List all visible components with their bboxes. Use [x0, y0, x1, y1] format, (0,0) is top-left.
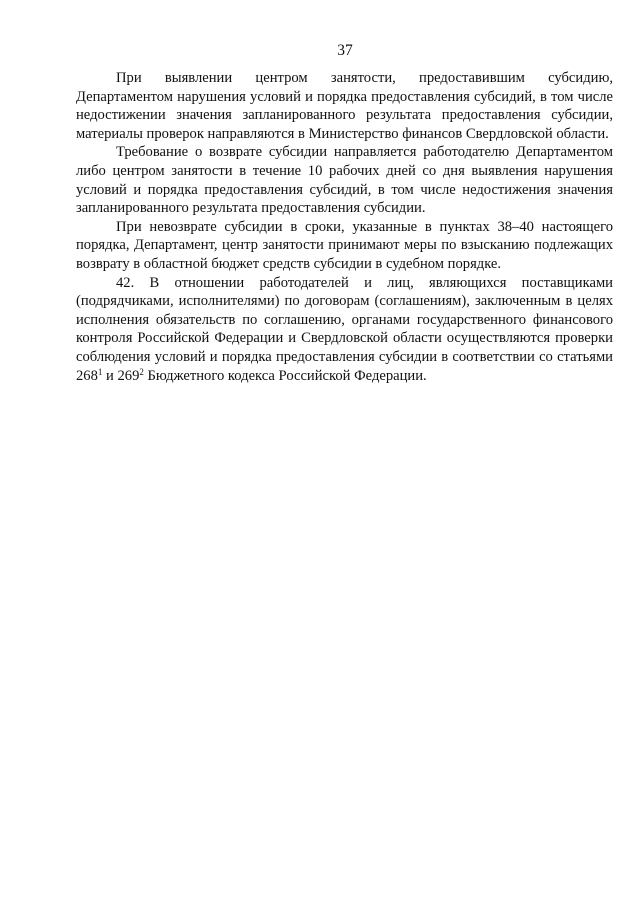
- paragraph-42-text-start: 42. В отношении работодателей и лиц, являющихся поставщиками (подрядчиками, исполнителями) по договорам (соглашениям), заключенным в целях исполнения обязательств по соглашению, органами государственного финансового контроля Российской Федерации и Свердловской области осуществляются проверки соблюдения условий и порядка предоставления субсидии в соответствии со статьями 268: [76, 274, 613, 384]
- paragraph-42-text-end: Бюджетного кодекса Российской Федерации.: [143, 367, 427, 384]
- paragraph-42-state-audit: [76, 274, 613, 386]
- paragraph-refund-demand: Требование о возврате субсидии направляется работодателю Департаментом либо центром занятости в течение 10 рабочих дней со дня выявления нарушения условий и порядка предоставления субсидий, в том числе недостижения значения запланированного результата предоставления субсидии.: [76, 144, 613, 217]
- document-body: [76, 69, 613, 385]
- superscript-article-268: 1: [97, 366, 103, 377]
- paragraph-violation-detection: При выявлении центром занятости, предоставившим субсидию, Департаментом нарушения условий и порядка предоставления субсидий, в том числе недостижении значения запланированного результата предоставления субсидии, материалы проверок направляются в Министерство финансов Свердловской области.: [76, 70, 613, 142]
- superscript-article-269: 2: [139, 366, 144, 377]
- paragraph-42-text-middle: и 269: [102, 367, 140, 384]
- page-number: 37: [337, 42, 353, 59]
- paragraph-non-refund-recovery: При невозврате субсидии в сроки, указанные в пунктах 38–40 настоящего порядка, Департамент, центр занятости принимают меры по взысканию подлежащих возврату в областной бюджет средств субсидии в судебном порядке.: [76, 218, 613, 272]
